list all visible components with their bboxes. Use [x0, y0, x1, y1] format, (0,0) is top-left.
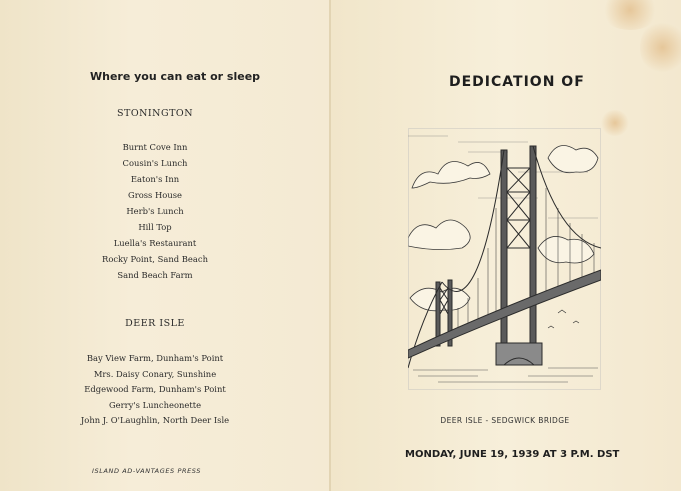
bridge-caption: DEER ISLE - SEDGWICK BRIDGE — [440, 416, 570, 425]
stonington-list — [0, 139, 310, 283]
list-item: Hill Top — [138, 222, 172, 232]
list-item: Gross House — [128, 190, 182, 200]
list-item: Eaton's Inn — [130, 174, 180, 184]
suspension-bridge-illustration — [408, 128, 601, 390]
press-credit: ISLAND AD-VANTAGES PRESS — [92, 467, 202, 475]
list-item: Rocky Point, Sand Beach — [102, 254, 208, 264]
event-date: MONDAY, JUNE 19, 1939 AT 3 P.M. DST — [405, 449, 620, 460]
dedication-title: DEDICATION OF — [449, 74, 585, 90]
stonington-title: STONINGTON — [116, 108, 194, 119]
list-item: Bay View Farm, Dunham's Point — [86, 353, 224, 363]
list-item: Luella's Restaurant — [113, 238, 197, 248]
eat-sleep-heading: Where you can eat or sleep — [90, 70, 261, 83]
list-item: Edgewood Farm, Dunham's Point — [84, 384, 226, 394]
list-item: Cousin's Lunch — [122, 158, 188, 168]
list-item: Sand Beach Farm — [117, 270, 193, 280]
list-item: Gerry's Luncheonette — [108, 399, 202, 410]
deer-isle-list — [0, 351, 310, 429]
list-item: Herb's Lunch — [126, 206, 184, 216]
deer-isle-title: DEER ISLE — [125, 318, 185, 329]
paper-stain — [640, 20, 681, 75]
list-item: John J. O'Laughlin, North Deer Isle — [80, 415, 230, 425]
page-fold — [329, 0, 331, 491]
list-item: Mrs. Daisy Conary, Sunshine — [93, 368, 217, 379]
list-item: Burnt Cove Inn — [122, 142, 188, 152]
paper-stain — [600, 110, 630, 136]
